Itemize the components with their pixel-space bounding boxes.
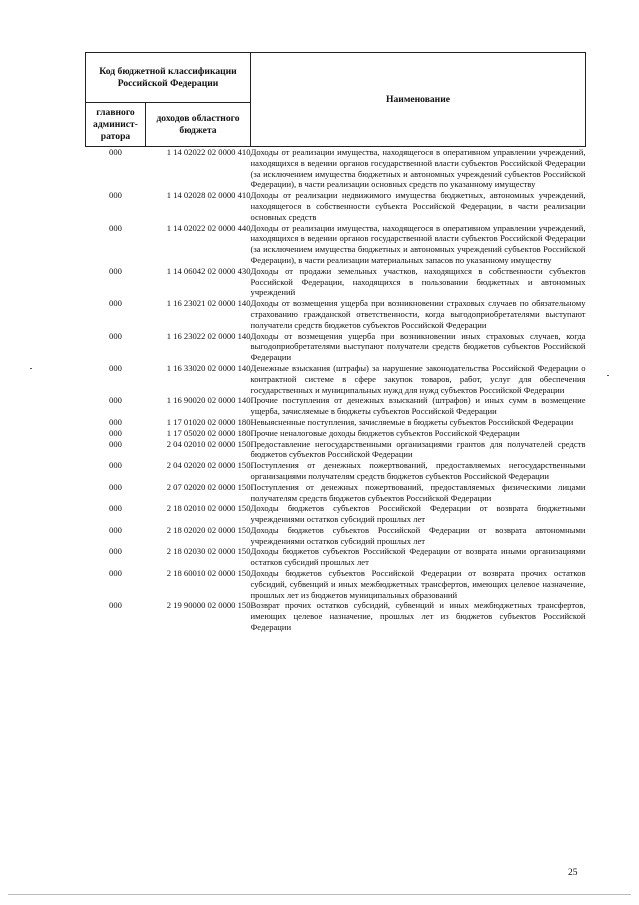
admin-code-cell: 000 [109, 190, 122, 201]
admin-code-cell: 000 [109, 600, 122, 611]
income-code-cell: 1 17 05020 02 0000 180 [166, 427, 251, 438]
table-row [86, 525, 586, 547]
admin-code-cell: 000 [109, 524, 122, 535]
admin-code-cell: 000 [109, 265, 122, 276]
name-cell: Поступления от денежных пожертвований, предоставляемых физическими лицами получателям средств бюджетов субъектов Российской Федерации [250, 481, 586, 503]
admin-code-cell: 000 [109, 438, 122, 449]
admin-code-cell: 000 [109, 481, 122, 492]
header-name-column: Наименование [251, 53, 586, 147]
income-code-cell: 1 14 02022 02 0000 410 [166, 147, 251, 157]
scan-speck [607, 375, 609, 376]
income-code-cell: 1 16 23022 02 0000 140 [166, 330, 251, 341]
income-code-cell: 2 07 02020 02 0000 150 [166, 481, 251, 492]
income-code-cell: 1 14 02022 02 0000 440 [166, 222, 251, 233]
admin-code-cell: 000 [109, 568, 122, 579]
income-code-cell: 1 17 01020 02 0000 180 [166, 416, 251, 427]
page-number: 25 [568, 868, 578, 878]
income-code-cell: 2 19 90000 02 0000 150 [166, 600, 251, 611]
admin-code-cell: 000 [109, 330, 122, 341]
table-row [86, 439, 586, 461]
admin-code-cell: 000 [109, 460, 122, 471]
income-code-cell: 2 04 02010 02 0000 150 [166, 438, 251, 449]
income-code-cell: 1 14 06042 02 0000 430 [166, 265, 251, 276]
name-cell: Невыясненные поступления, зачисляемые в бюджеты субъектов Российской Федерации [250, 416, 574, 427]
admin-code-cell: 000 [109, 546, 122, 557]
header-income-column: доходов областного бюджета [146, 103, 251, 147]
name-cell: Доходы от продажи земельных участков, находящихся в собственности субъектов Российской Федерации, находящихся в пользовании бюджетных и автономных учреждений [250, 265, 586, 298]
table-row [86, 266, 586, 298]
name-cell: Доходы бюджетов субъектов Российской Федерации от возврата иными организациями остатков субсидий прошлых лет [250, 546, 586, 568]
admin-code-cell: 000 [109, 416, 122, 427]
income-code-cell: 1 14 02028 02 0000 410 [166, 190, 251, 201]
name-cell: Доходы бюджетов субъектов Российской Федерации от возврата бюджетными учреждениями остатков субсидий прошлых лет [250, 503, 586, 525]
header-code-group: Код бюджетной классификации Российской Федерации [86, 53, 251, 103]
table-row [86, 223, 586, 266]
bottom-rule [8, 894, 631, 895]
income-code-cell: 1 16 33020 02 0000 140 [166, 362, 251, 373]
table-row [86, 147, 586, 191]
table-row [86, 395, 586, 417]
table-body [86, 147, 586, 633]
admin-code-cell: 000 [109, 395, 122, 406]
header-admin-column: главного админист- ратора [86, 103, 146, 147]
budget-code-table [85, 52, 586, 633]
name-cell: Доходы от возмещения ущерба при возникновении страховых случаев по обязательному страхованию гражданской ответственности, когда выгодоприобретателями выступают получатели средств бюджетов субъектов Российской Федерации [250, 298, 586, 330]
name-cell: Доходы от реализации недвижимого имущества бюджетных, автономных учреждений, находящегося в собственности субъекта Российской Федерации, в части реализации основных средств [250, 190, 586, 222]
name-cell: Доходы бюджетов субъектов Российской Федерации от возврата прочих остатков субсидий, субвенций и иных межбюджетных трансфертов, имеющих целевое назначение, прошлых лет из бюджетов муниципальных образований [250, 568, 586, 600]
name-cell: Доходы от реализации имущества, находящегося в оперативном управлении учреждений, находящихся в ведении органов государственной власти субъектов Российской Федерации (за исключением имущества бюджетных и автономных учреждений субъектов Российской Федерации), в части реализации материальных запасов по указанному имуществу [250, 222, 586, 265]
income-code-cell: 1 16 23021 02 0000 140 [166, 298, 251, 309]
name-cell: Предоставление негосударственными организациями грантов для получателей средств бюджетов субъектов Российской Федерации [250, 438, 586, 460]
income-code-cell: 2 18 02010 02 0000 150 [166, 503, 251, 514]
admin-code-cell: 000 [109, 298, 122, 309]
name-cell: Доходы от возмещения ущерба при возникновении иных страховых случаев, когда выгодоприобретателями выступают получатели средств бюджетов субъектов Российской Федерации [250, 330, 586, 363]
table-row [86, 460, 586, 482]
table-row [86, 568, 586, 600]
table-row [86, 428, 586, 439]
name-cell: Прочие поступления от денежных взысканий (штрафов) и иных сумм в возмещение ущерба, зачисляемые в бюджеты субъектов Российской Федерации [250, 395, 586, 417]
admin-code-cell: 000 [109, 503, 122, 514]
name-cell: Доходы бюджетов субъектов Российской Федерации от возврата автономными учреждениями остатков субсидий прошлых лет [250, 524, 586, 546]
table-row [86, 190, 586, 222]
name-cell: Денежные взыскания (штрафы) за нарушение законодательства Российской Федерации о контрактной системе в сфере закупок товаров, работ, услуг для обеспечения государственных и муниципальных нужд для нужд субъектов Российской Федерации [250, 362, 586, 395]
income-code-cell: 2 18 60010 02 0000 150 [166, 568, 251, 579]
name-cell: Доходы от реализации имущества, находящегося в оперативном управлении учреждений, находящихся в ведении органов государственной власти субъектов Российской Федерации (за исключением имущества бюджетных и автономных учреждений субъектов Российской Федерации), в части реализации основных средств по указанному имуществу [250, 147, 586, 190]
income-code-cell: 2 04 02020 02 0000 150 [166, 460, 251, 471]
name-cell: Прочие неналоговые доходы бюджетов субъектов Российской Федерации [250, 427, 520, 438]
income-code-cell: 2 18 02030 02 0000 150 [166, 546, 251, 557]
table-row [86, 546, 586, 568]
table-row [86, 298, 586, 330]
admin-code-cell: 000 [109, 222, 122, 233]
income-code-cell: 2 18 02020 02 0000 150 [166, 524, 251, 535]
scan-speck [30, 368, 32, 369]
table-row [86, 417, 586, 428]
name-cell: Поступления от денежных пожертвований, предоставляемых негосударственными организациями получателям средств бюджетов субъектов Российской Федерации [250, 460, 586, 481]
name-cell: Возврат прочих остатков субсидий, субвенций и иных межбюджетных трансфертов, имеющих целевое назначение, прошлых лет из бюджетов субъектов Российской Федерации [250, 600, 586, 633]
admin-code-cell: 000 [109, 427, 122, 438]
admin-code-cell: 000 [109, 362, 122, 373]
table-row [86, 363, 586, 395]
table-row [86, 503, 586, 525]
table-row [86, 482, 586, 504]
income-code-cell: 1 16 90020 02 0000 140 [166, 395, 251, 406]
table-row [86, 600, 586, 632]
table-row [86, 331, 586, 363]
admin-code-cell: 000 [109, 147, 122, 157]
